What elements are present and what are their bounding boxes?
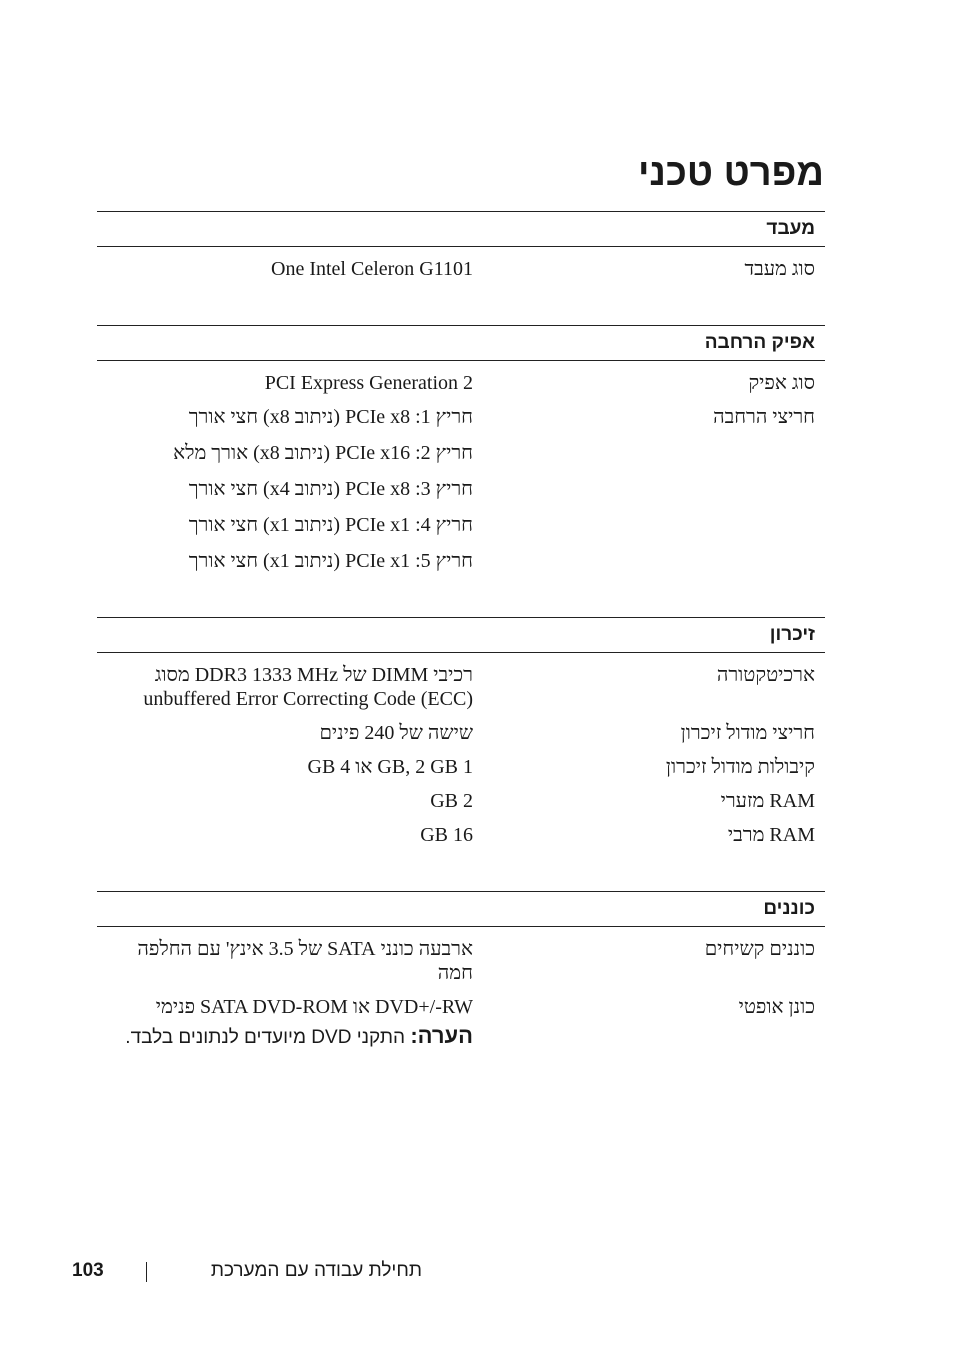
section-drives (97, 891, 825, 1065)
spec-label: ארכיטקטורה (716, 664, 815, 686)
spec-value (87, 789, 473, 813)
spec-value-line: 1 GB, 2 GB או 4 GB (307, 756, 473, 778)
spec-value-line: חריץ 5: PCIe x1 (ניתוב x1) חצי אורך (188, 550, 473, 572)
spec-value-line: שישה של 240 פינים (319, 722, 473, 744)
spec-value (87, 755, 473, 779)
page-footer (72, 1260, 432, 1286)
spec-row-expansion-slots (97, 405, 825, 573)
section-title: כוננים (97, 892, 825, 927)
spec-value-line: חריץ 4: PCIe x1 (ניתוב x1) חצי אורך (188, 514, 473, 536)
spec-label: כוננים קשיחים (704, 938, 815, 960)
spec-value (87, 663, 473, 711)
footer-divider (146, 1262, 147, 1282)
spec-value (87, 823, 473, 847)
spec-value-line: חריץ 3: PCIe x8 (ניתוב x4) חצי אורך (188, 478, 473, 500)
spec-label: קיבולות מודול זיכרון (665, 756, 815, 778)
spec-label: חריצי מודול זיכרון (680, 722, 815, 744)
spec-row-processor-type (97, 257, 825, 281)
spec-value-line: 2 GB (430, 790, 473, 812)
spec-value-line: (ECC) unbuffered Error Correcting Code (143, 688, 473, 710)
spec-value-line: ארבעה כונני SATA של 3.5 אינץ' עם החלפה (137, 938, 473, 960)
page-title: מפרט טכני (638, 152, 824, 194)
section-expansion-bus (97, 325, 825, 589)
spec-label: כונן אופטי (738, 996, 815, 1018)
spec-row-memory-slots (97, 721, 825, 745)
spec-row-module-capacities (97, 755, 825, 779)
footer-chapter-title: תחילת עבודה עם המערכת (210, 1260, 422, 1281)
spec-row-max-ram (97, 823, 825, 847)
spec-value-line: חריץ 2: PCIe x16 (ניתוב x8) אורך מלא (173, 442, 473, 464)
spec-row-bus-type (97, 371, 825, 395)
spec-row-optical-drive (97, 995, 825, 1049)
section-title: זיכרון (97, 618, 825, 653)
spec-value-line: DVD+/-RW או SATA DVD-ROM פנימי (155, 996, 473, 1018)
spec-value-line: חריץ 1: PCIe x8 (ניתוב x8) חצי אורך (188, 406, 473, 428)
note-text: התקני DVD מיועדים לנתונים בלבד. (125, 1027, 406, 1048)
spec-value (87, 995, 473, 1049)
spec-row-min-ram (97, 789, 825, 813)
spec-value (87, 937, 473, 985)
section-memory (97, 617, 825, 863)
spec-value (87, 371, 473, 395)
spec-value-line: One Intel Celeron G1101 (271, 258, 473, 280)
spec-value-line: 16 GB (420, 824, 473, 846)
spec-row-architecture (97, 663, 825, 711)
spec-label: סוג מעבד (744, 258, 815, 280)
note (87, 1025, 473, 1049)
spec-value (87, 405, 473, 573)
section-title: אפיק הרחבה (97, 326, 825, 361)
spec-value (87, 257, 473, 281)
spec-table (97, 211, 825, 1065)
spec-value-line: רכיבי DIMM של DDR3 1333 MHz מסוג (154, 664, 473, 686)
spec-value-line: חמה (437, 962, 473, 984)
spec-label: סוג אפיק (748, 372, 815, 394)
section-title: מעבד (97, 212, 825, 247)
spec-value-line: PCI Express Generation 2 (264, 372, 473, 394)
section-processor (97, 211, 825, 297)
spec-row-hard-drives (97, 937, 825, 985)
spec-label: RAM מזערי (720, 790, 815, 812)
spec-value (87, 721, 473, 745)
spec-label: חריצי הרחבה (713, 406, 815, 428)
page-number: 103 (72, 1260, 104, 1281)
spec-label: RAM מרבי (727, 824, 815, 846)
note-label: הערה: (410, 1023, 473, 1048)
